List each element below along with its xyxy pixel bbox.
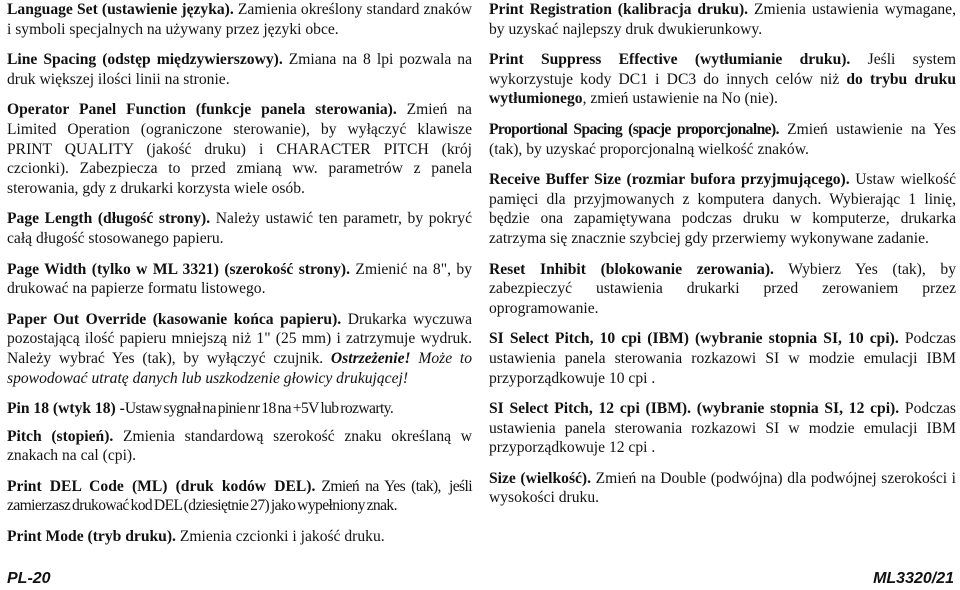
entry-operator-panel — [7, 100, 472, 198]
term-page-width: Page Width (tylko w ML 3321) (szerokość strony). — [7, 260, 350, 278]
term-pin-18: Pin 18 (wtyk 18) - — [7, 400, 125, 418]
term-proportional-spacing: Proportional Spacing (spacje proporcjonalne). — [489, 120, 779, 138]
term-receive-buffer: Receive Buffer Size (rozmiar bufora przyjmującego). — [489, 171, 850, 189]
term-pitch: Pitch (stopień). — [7, 427, 114, 445]
entry-si-select-10 — [489, 329, 956, 388]
text-operator-panel: Zmień na Limited Operation (ograniczone sterowanie), by wyłączyć klawisze PRINT QUALITY (jakość druku) i CHARACTER PITCH (krój czcionki). Zabezpiecza to przed zmianą ww. parametrów z panela sterowania, gdy z drukarki korzysta wiele osób. — [7, 101, 472, 197]
text-print-del-b: jeśli zamierzasz drukować kod DEL (dziesiętnie 27) jako wypełniony znak. — [7, 477, 472, 515]
term-print-suppress: Print Suppress Effective (wytłumianie druku). — [489, 51, 851, 69]
entry-proportional-spacing — [489, 120, 956, 159]
term-line-spacing: Line Spacing (odstęp międzywierszowy). — [7, 51, 283, 69]
entry-print-registration — [489, 0, 956, 39]
text-paper-out: Drukarka wyczuwa pozostającą ilość papieru mniejszą niż 1" (25 mm) i zatrzymuje wydruk. Należy wybrać Yes (tak), by wyłączyć czujnik. — [7, 310, 472, 367]
warning-label: Ostrzeżenie! — [330, 349, 411, 367]
entry-si-select-12 — [489, 399, 956, 458]
entry-line-spacing — [7, 50, 472, 89]
term-si-select-12: SI Select Pitch, 12 cpi (IBM). (wybranie stopnia SI, 12 cpi). — [489, 400, 900, 418]
entry-reset-inhibit — [489, 260, 956, 319]
term-print-registration: Print Registration (kalibracja druku). — [489, 1, 749, 18]
text-si-select-10: Podczas ustawienia panela sterowania rozkazowi SI w modzie emulacji IBM przyporządkowuje 10 cpi . — [489, 330, 956, 387]
text-si-select-12: Podczas ustawienia panela sterowania rozkazowi SI w modzie emulacji IBM przyporządkowuje 12 cpi . — [489, 400, 956, 457]
entry-page-width — [7, 260, 472, 299]
term-reset-inhibit: Reset Inhibit (blokowanie zerowania). — [489, 260, 774, 278]
text-pitch: Zmienia standardową szerokość znaku określaną w znakach na cal (cpi). — [7, 427, 473, 465]
entry-language-set — [7, 0, 472, 39]
entry-print-mode — [7, 527, 472, 547]
warning-text: Może to spowodować utratę danych lub uszkodzenie głowicy drukującej! — [7, 349, 473, 387]
text-reset-inhibit: Wybierz Yes (tak), by zabezpieczyć ustawienia drukarki przed zerowaniem przez oprogramowanie. — [489, 260, 956, 317]
text-pin-18: Ustaw sygnał na pinie nr 18 na +5V lub rozwarty. — [124, 400, 394, 418]
model-name: ML3320/21 — [873, 570, 954, 587]
text-receive-buffer: Ustaw wielkość pamięci dla przyjmowanych z komputera danych. Wybierając 1 linię, będzie ona zapamiętywana podczas druku w komputerze, drukarka zatrzyma się znacznie szybciej gdy przerwiemy wykonywane zadanie. — [489, 171, 956, 247]
entry-pitch — [7, 427, 472, 466]
term-page-length: Page Length (długość strony). — [7, 210, 211, 228]
text-print-mode: Zmienia czcionki i jakość druku. — [175, 528, 385, 546]
text-line-spacing: Zmiana na 8 lpi pozwala na druk większej ilości linii na stronie. — [7, 51, 472, 88]
text-page-length: Należy ustawić ten parametr, by pokryć całą długość stosowanego papieru. — [7, 210, 472, 247]
text-print-registration: Zmienia ustawienia wymagane, by uzyskać najlepszy druk dwukierunkowy. — [489, 1, 956, 38]
page-number: PL-20 — [7, 570, 51, 587]
entry-print-del — [7, 477, 472, 516]
term-paper-out: Paper Out Override (kasowanie końca papieru). — [7, 310, 342, 328]
text-print-suppress-b: , zmień ustawienie na No (nie). — [582, 90, 778, 108]
term-size: Size (wielkość). — [489, 469, 592, 487]
term-operator-panel: Operator Panel Function (funkcje panela sterowania). — [7, 101, 397, 119]
text-print-suppress-bold: do trybu druku wytłumionego — [489, 70, 956, 108]
entry-receive-buffer — [489, 170, 956, 248]
entry-pin-18 — [7, 399, 472, 419]
text-size: Zmień na Double (podwójna) dla podwójnej szerokości i wysokości druku. — [489, 469, 956, 507]
text-proportional-spacing: Zmień ustawienie na Yes (tak), by uzyskać proporcjonalną wielkość znaków. — [489, 120, 956, 158]
entry-paper-out — [7, 310, 472, 388]
entry-size — [489, 469, 956, 508]
entry-page-length — [7, 209, 472, 248]
term-print-del: Print DEL Code (ML) (druk kodów DEL). — [7, 477, 316, 495]
left-column — [7, 0, 472, 558]
text-page-width: Zmienić na 8", by drukować na papierze formatu listowego. — [7, 260, 472, 298]
term-language-set: Language Set (ustawienie języka). — [7, 1, 234, 18]
entry-print-suppress — [489, 50, 956, 109]
text-print-del-a: Zmień na Yes (tak), — [315, 477, 441, 495]
text-language-set: Zamienia określony standard znaków i symboli specjalnych na używany przez języki obce. — [7, 1, 472, 38]
term-print-mode: Print Mode (tryb druku). — [7, 528, 176, 546]
right-column — [489, 0, 956, 519]
text-print-suppress-a: Jeśli system wykorzystuje kody DC1 i DC3 do innych celów niż — [489, 51, 956, 88]
term-si-select-10: SI Select Pitch, 10 cpi (IBM) (wybranie stopnia SI, 10 cpi). — [489, 330, 899, 348]
page-footer — [0, 569, 960, 590]
